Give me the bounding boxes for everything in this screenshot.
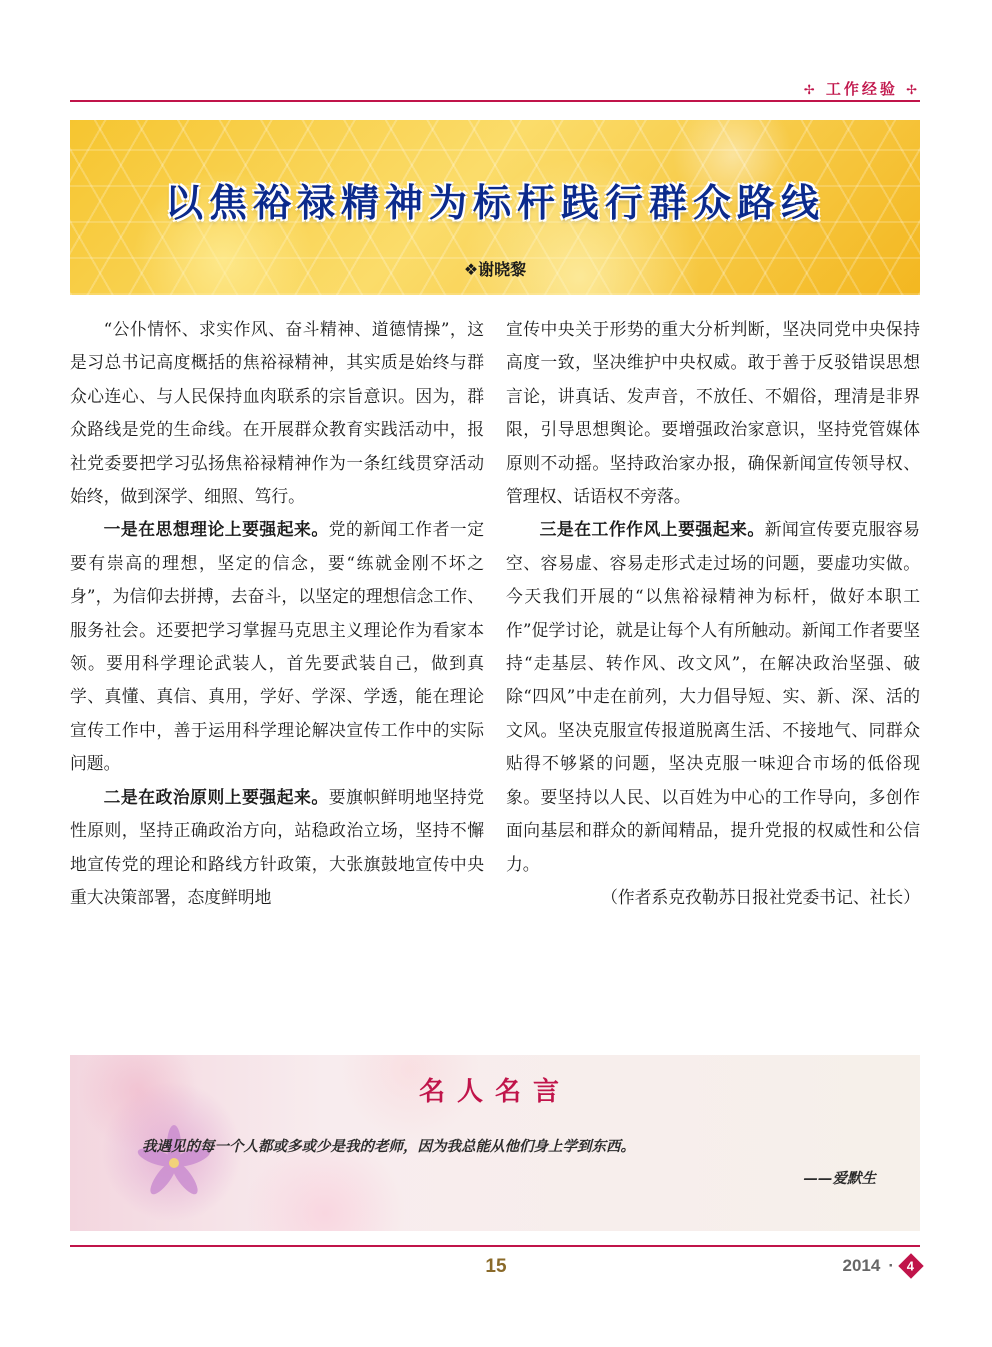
point-one-lead: 一是在思想理论上要强起来。 bbox=[103, 519, 329, 540]
section-header bbox=[804, 78, 920, 99]
issue-separator: · bbox=[888, 1256, 894, 1275]
article-column-right bbox=[506, 313, 920, 914]
author-byline bbox=[70, 257, 920, 280]
point-two-continued: 宣传中央关于形势的重大分析判断，坚决同党中央保持高度一致，坚决维护中央权威。敢于善于反驳错误思想言论，讲真话、发声音，不放任、不媚俗，理清是非界限，引导思想舆论。要增强政治家意识，坚持党管媒体原则不动摇。坚持政治家办报，确保新闻宣传领导权、管理权、话语权不旁落。 bbox=[506, 319, 920, 507]
point-three-paragraph bbox=[506, 513, 920, 880]
author-name: 谢晓黎 bbox=[478, 260, 527, 279]
ornament-icon: ✢ bbox=[803, 83, 818, 98]
bottom-divider bbox=[70, 1245, 920, 1247]
page-number: 15 bbox=[485, 1256, 507, 1277]
article-title: 以焦裕禄精神为标杆践行群众路线 bbox=[164, 181, 825, 225]
ornament-icon: ✢ bbox=[906, 83, 920, 98]
section-label: 工作经验 bbox=[825, 80, 898, 98]
diamond-icon: ❖ bbox=[463, 260, 479, 279]
top-divider bbox=[70, 100, 920, 102]
point-one-body: 党的新闻工作者一定要有崇高的理想，坚定的信念，要“练就金刚不坏之身”，为信仰去拼搏，去奋斗，以坚定的理想信念工作、服务社会。还要把学习掌握马克思主义理论作为看家本领。要用科学理论武装人，首先要武装自己，做到真学、真懂、真信、真用，学好、学深、学透，能在理论宣传工作中，善于运用科学理论解决宣传工作中的实际问题。 bbox=[70, 519, 484, 774]
quote-box bbox=[70, 1055, 920, 1231]
issue-info bbox=[843, 1256, 921, 1276]
point-two-paragraph bbox=[70, 781, 484, 915]
point-one-paragraph bbox=[70, 513, 484, 780]
point-two-lead: 二是在政治原则上要强起来。 bbox=[103, 786, 329, 807]
author-note: （作者系克孜勒苏日报社党委书记、社长） bbox=[601, 886, 920, 907]
issue-badge bbox=[898, 1253, 923, 1278]
intro-paragraph: “公仆情怀、求实作风、奋斗精神、道德情操”，这是习总书记高度概括的焦裕禄精神，其实质是始终与群众心连心、与人民保持血肉联系的宗旨意识。因为，群众路线是党的生命线。在开展群众教育实践活动中，报社党委要把学习弘扬焦裕禄精神作为一条红线贯穿活动始终，做到深学、细照、笃行。 bbox=[70, 319, 484, 507]
quote-attribution: ——爱默生 bbox=[803, 1171, 876, 1187]
point-two-body: 要旗帜鲜明地坚持党性原则，坚持正确政治方向，站稳政治立场，坚持不懈地宣传党的理论和路线方针政策，大张旗鼓地宣传中央重大决策部署，态度鲜明地 bbox=[70, 786, 484, 907]
quote-text: 我遇见的每一个人都或多或少是我的老师，因为我总能从他们身上学到东西。 bbox=[142, 1139, 635, 1155]
issue-year: 2014 bbox=[842, 1256, 881, 1275]
issue-number: 4 bbox=[907, 1258, 915, 1274]
point-three-body: 新闻宣传要克服容易空、容易虚、容易走形式走过场的问题，要虚功实做。今天我们开展的“以焦裕禄精神为标杆，做好本职工作”促学讨论，就是让每个人有所触动。新闻工作者要坚持“走基层、转作风、改文风”，在解决政治坚强、破除“四风”中走在前列，大力倡导短、实、新、深、活的文风。坚决克服宣传报道脱离生活、不接地气、同群众贴得不够紧的问题，坚决克服一味迎合市场的低俗现象。要坚持以人民、以百姓为中心的工作导向，多创作面向基层和群众的新闻精品，提升党报的权威性和公信力。 bbox=[506, 519, 920, 874]
quote-title: 名人名言 bbox=[418, 1077, 571, 1107]
article-column-left bbox=[70, 313, 484, 914]
point-three-lead: 三是在工作作风上要强起来。 bbox=[539, 519, 765, 540]
title-banner bbox=[70, 120, 920, 295]
